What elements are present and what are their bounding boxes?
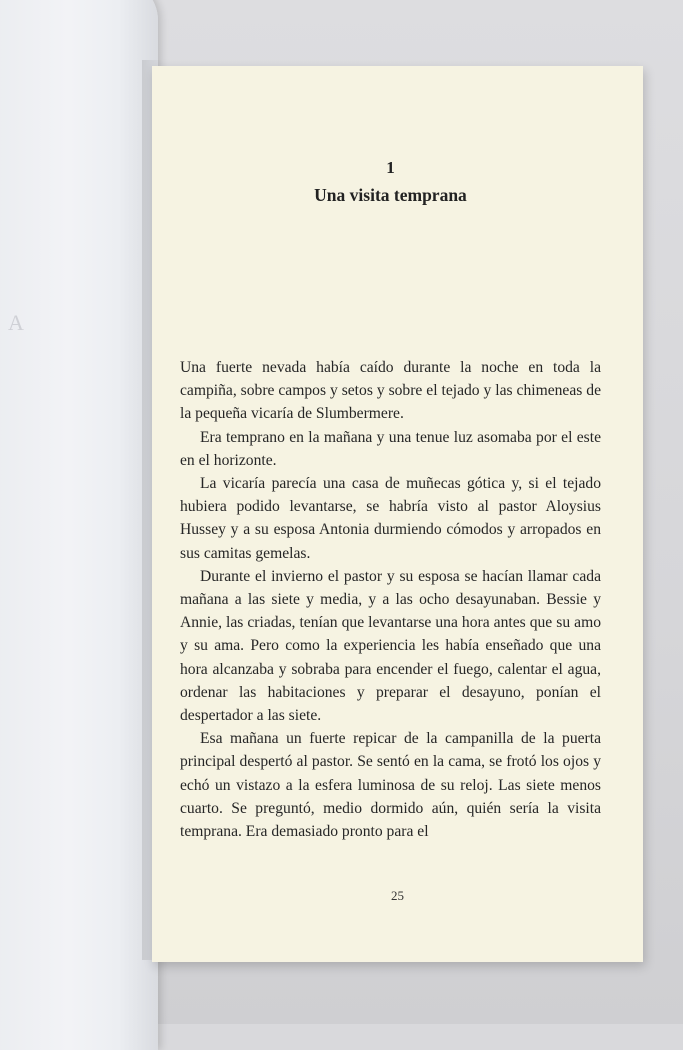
ghost-letter: A (8, 310, 24, 335)
left-facing-page (0, 0, 158, 1050)
paragraph: Durante el invierno el pastor y su esposa se hacían llamar cada mañana a las siete y media, y a las ocho desayunaban. Bessie y Annie, las criadas, tenían que levantarse una hora antes que su amo y su ama. Pero como la experiencia les había enseñado que una hora alcanzaba y sobraba para encender el fuego, calentar el agua, ordenar las habitaciones y preparar el desayuno, ponían el despertador a las siete. (180, 567, 601, 725)
page-number: 25 (391, 888, 404, 903)
chapter-number: 1 (386, 158, 395, 177)
paragraph: Una fuerte nevada había caído durante la noche en toda la campiña, sobre campos y setos y sobre el tejado y las chimeneas de la pequeña vicaría de Slumbermere. (180, 359, 601, 423)
chapter-heading (180, 158, 601, 208)
book-page (152, 66, 643, 962)
chapter-body (180, 356, 601, 843)
paragraph: La vicaría parecía una casa de muñecas gótica y, si el tejado hubiera podido levantarse, se habría visto al pastor Aloysius Hussey y a su esposa Antonia durmiendo cómodos y arropados en sus camitas gemelas. (180, 475, 601, 562)
paragraph: Era temprano en la mañana y una tenue luz asomaba por el este en el horizonte. (180, 428, 601, 469)
paragraph: Esa mañana un fuerte repicar de la campanilla de la puerta principal despertó al pastor. Se sentó en la cama, se frotó los ojos y echó un vistazo a la esfera luminosa de su reloj. Las siete menos cuarto. Se preguntó, medio dormido aún, quién sería la visita temprana. Era demasiado pronto para el (180, 730, 601, 841)
chapter-title: Una visita temprana (314, 185, 467, 205)
